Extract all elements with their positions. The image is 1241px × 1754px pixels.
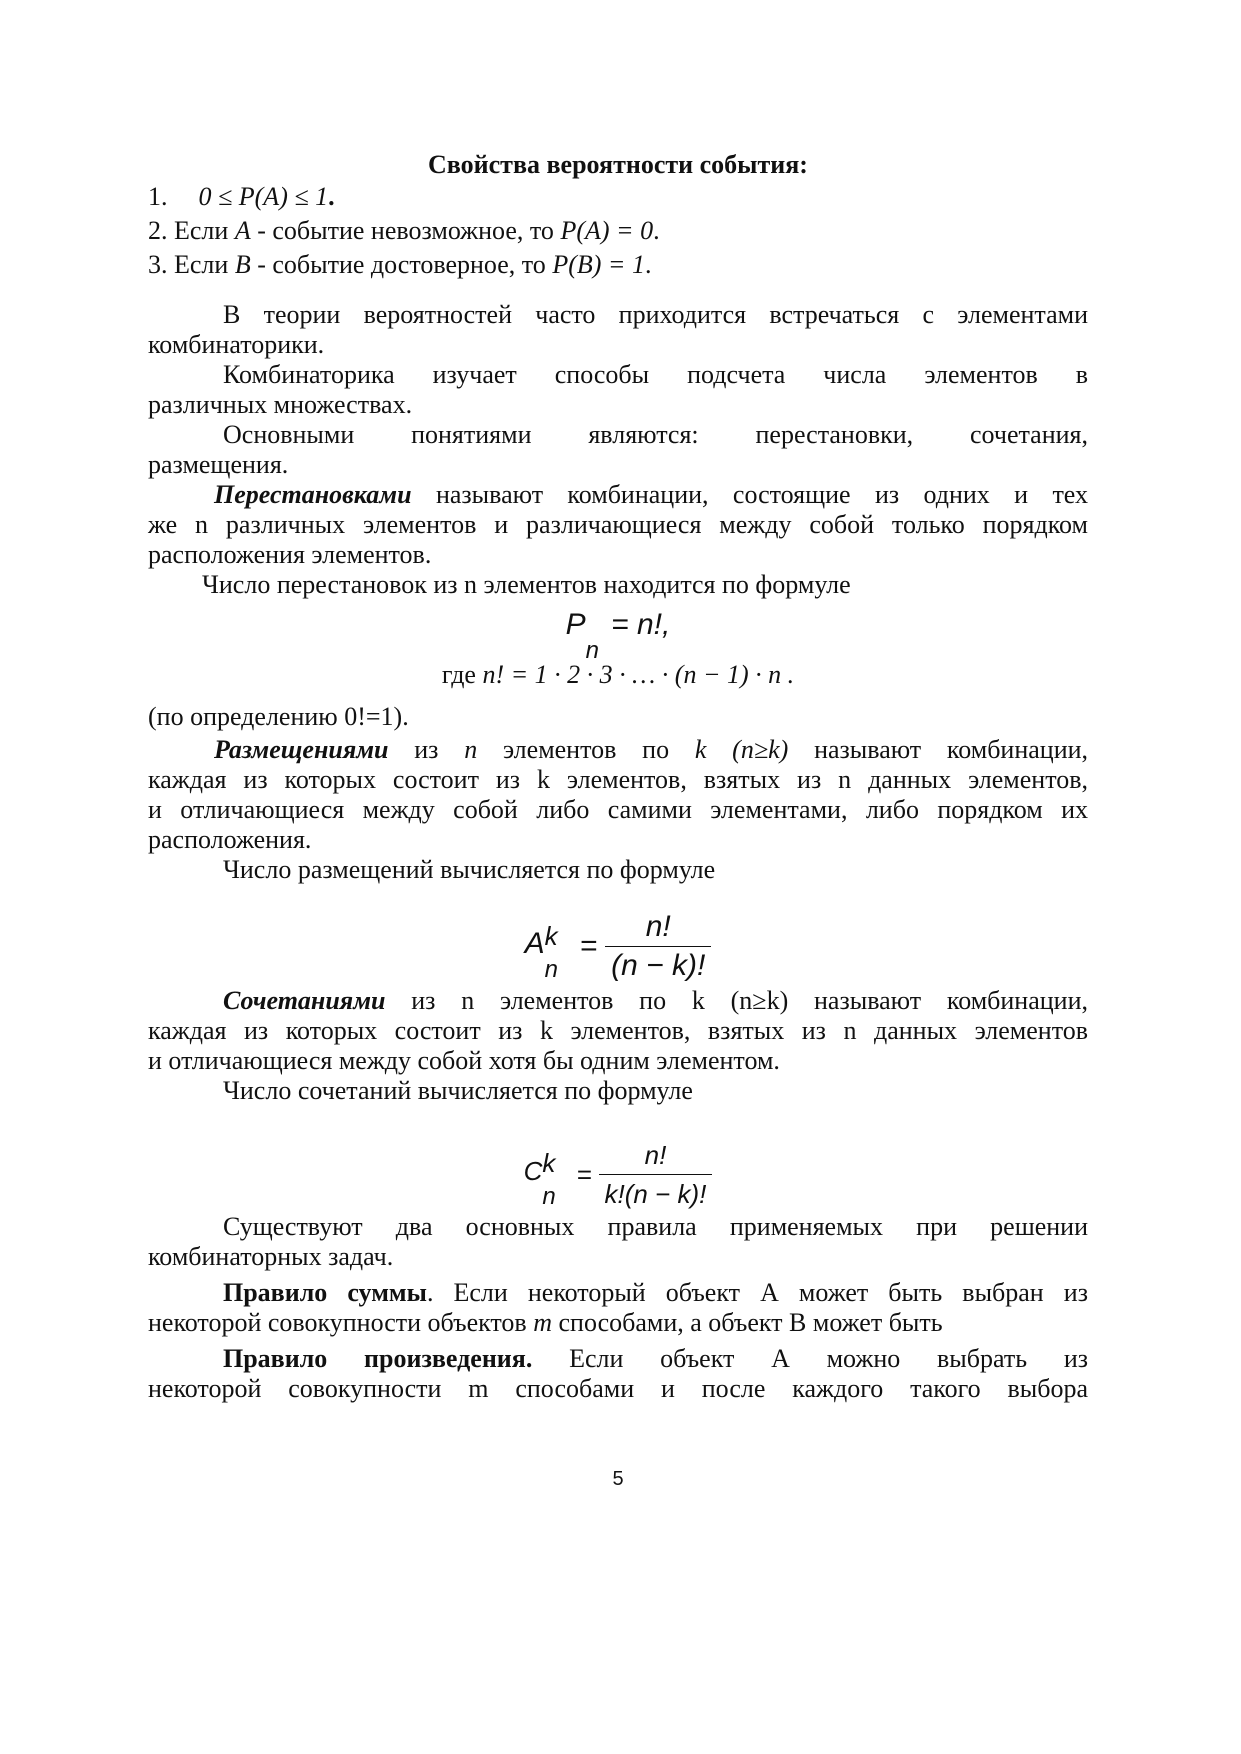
term-arrangements: Размещениями xyxy=(214,735,389,764)
period: . xyxy=(653,216,660,245)
page-number: 5 xyxy=(612,1468,624,1490)
text: . Если некоторый объект А может быть выбран из xyxy=(426,1278,1088,1307)
symbol: A xyxy=(524,927,545,961)
denominator: (n − k)! xyxy=(611,949,706,982)
property-text: - событие достоверное, то xyxy=(257,250,546,279)
rule-sum-line-2 xyxy=(148,1306,1088,1340)
perm-line-2: же n различных элементов и различающиеся между собой только порядком xyxy=(148,510,1088,539)
rules-intro-line-2: комбинаторных задач. xyxy=(148,1242,394,1271)
definition-note: (по определению 0!=1). xyxy=(148,702,409,731)
text: называют комбинации, xyxy=(814,735,1089,764)
property-symbol: A xyxy=(234,216,251,245)
symbol: P xyxy=(565,608,586,641)
list-number: 1. xyxy=(148,182,168,211)
paragraph-intro-line-1: В теории вероятностей часто приходится встречаться с элементами xyxy=(223,300,1088,329)
fraction xyxy=(605,910,711,983)
text: Если объект А можно выбрать из xyxy=(569,1344,1088,1373)
equals: = xyxy=(580,929,598,963)
term-permutations: Перестановками xyxy=(214,480,412,509)
numerator: n! xyxy=(605,910,711,947)
rule-prod-line-2: некоторой совокупности m способами и после каждого такого выбора xyxy=(148,1374,1088,1403)
term-rule-sum: Правило суммы xyxy=(223,1278,427,1307)
comb-line-1 xyxy=(148,984,1088,1018)
fraction xyxy=(599,1138,713,1211)
superscript: k xyxy=(544,921,558,952)
arr-formula-intro: Число размещений вычисляется по формуле xyxy=(223,855,716,884)
term-combinations: Сочетаниями xyxy=(223,986,386,1015)
text: элементов по xyxy=(502,735,670,764)
where-word: где xyxy=(441,660,476,689)
comb-line-2: каждая из которых состоит из k элементов, взятых из n данных элементов xyxy=(148,1016,1088,1045)
formula-symbol-c xyxy=(523,1148,556,1211)
symbol: C xyxy=(523,1156,543,1187)
property-formula: P(B) = 1 xyxy=(552,250,645,279)
denominator: k!(n − k)! xyxy=(604,1179,707,1209)
list-number: 2. xyxy=(148,216,168,245)
property-item-1 xyxy=(148,180,1088,214)
formula-symbol-p xyxy=(565,608,599,664)
arr-line-4: расположения. xyxy=(148,825,312,854)
paragraph-comb-line-2: различных множествах. xyxy=(148,390,413,419)
property-formula: P(A) = 0 xyxy=(560,216,654,245)
section-title: Свойства вероятности события: xyxy=(428,150,808,179)
factorial-lhs: n! = xyxy=(482,660,529,689)
superscript: k xyxy=(542,1148,556,1179)
symbol-k: k xyxy=(694,735,707,764)
property-text: - событие невозможное, то xyxy=(257,216,554,245)
perm-line-3: расположения элементов. xyxy=(148,540,432,569)
condition: (n≥k) xyxy=(732,735,789,764)
property-formula: 0 ≤ P(A) ≤ 1 xyxy=(198,182,329,211)
property-pre: Если xyxy=(174,216,229,245)
text: способами, а объект В может быть xyxy=(558,1308,943,1337)
subscript: n xyxy=(544,956,558,984)
formula-permutations xyxy=(148,608,1088,664)
text: из xyxy=(414,735,439,764)
numerator: n! xyxy=(599,1138,713,1175)
rules-intro-line-1: Существуют два основных правила применяемых при решении xyxy=(223,1212,1088,1241)
paragraph-intro-line-2: комбинаторики. xyxy=(148,330,325,359)
factorial-expression: 1 · 2 · 3 · … · (n − 1) · n . xyxy=(534,660,795,689)
term-rule-product: Правило произведения. xyxy=(223,1344,533,1373)
formula-arrangements xyxy=(148,910,1088,983)
text: из n элементов по k (n≥k) называют комбинации, xyxy=(411,986,1089,1015)
rule-sum-line-1 xyxy=(148,1276,1088,1310)
text: некоторой совокупности объектов xyxy=(148,1308,527,1337)
period: . xyxy=(328,182,335,211)
list-number: 3. xyxy=(148,250,168,279)
property-item-3 xyxy=(148,248,1088,282)
property-item-2 xyxy=(148,214,1088,248)
paragraph-comb-line-1: Комбинаторика изучает способы подсчета числа элементов в xyxy=(223,360,1088,389)
formula-symbol-a xyxy=(524,921,558,984)
arr-line-2: каждая из которых состоит из k элементов, взятых из n данных элементов, xyxy=(148,765,1088,794)
formula-rhs: = n!, xyxy=(611,608,671,641)
arr-line-3: и отличающиеся между собой либо самими элементами, либо порядком их xyxy=(148,795,1088,824)
subscript: n xyxy=(542,1183,556,1211)
symbol-n: n xyxy=(464,735,478,764)
paragraph-basic-line-2: размещения. xyxy=(148,450,289,479)
property-symbol: B xyxy=(234,250,251,279)
perm-text: называют комбинации, состоящие из одних и тех xyxy=(435,480,1089,509)
perm-line-1 xyxy=(148,478,1088,512)
comb-line-3: и отличающиеся между собой хотя бы одним элементом. xyxy=(148,1046,780,1075)
arr-line-1 xyxy=(148,733,1088,767)
rule-prod-line-1 xyxy=(148,1342,1088,1376)
subscript: n xyxy=(585,637,599,664)
period: . xyxy=(644,250,652,279)
paragraph-basic-line-1: Основными понятиями являются: перестановки, сочетания, xyxy=(223,420,1088,449)
property-pre: Если xyxy=(174,250,229,279)
comb-formula-intro: Число сочетаний вычисляется по формуле xyxy=(223,1076,693,1105)
symbol-m: m xyxy=(533,1308,552,1337)
equals: = xyxy=(576,1159,593,1190)
formula-combinations xyxy=(148,1138,1088,1211)
perm-formula-intro: Число перестановок из n элементов находится по формуле xyxy=(202,570,851,599)
formula-factorial-definition xyxy=(148,658,1088,692)
